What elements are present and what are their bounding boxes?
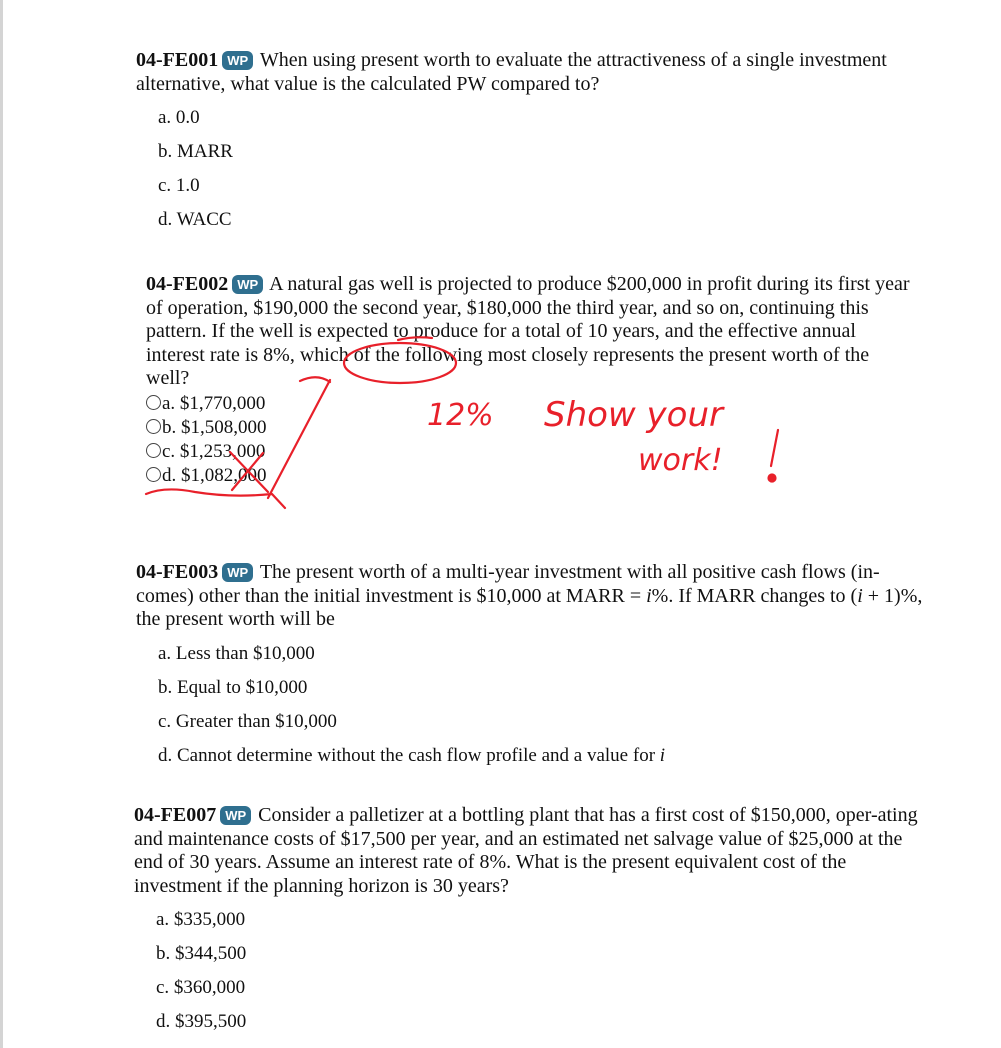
question-text: Consider a palletizer at a bottling plant that has a first cost of $150,000, oper-ating and maintenance costs of $17,500 per year, and an estimated net salvage value of $25,000 at the end of 30 years. Assume an interest rate of 8%. What is the present equivalent cost of the investment if the planning horizon is 30 years? [134,804,918,897]
variable-i: i [646,584,652,607]
question-text-part3: + 1)%, the present worth will be [136,584,923,630]
variable-i: i [659,744,666,766]
question-stem [136,561,936,632]
wp-badge[interactable]: WP [220,806,251,825]
choice-label: c. $1,253,000 [162,440,266,462]
choice-d[interactable] [146,464,916,488]
choice-c[interactable]: c. 1.0 [158,175,200,196]
variable-i: i [857,584,863,607]
choice-label: a. $1,770,000 [162,392,266,414]
question-stem [146,273,916,391]
choice-label: d. Cannot determine without the cash flow profile and a value for [158,744,660,766]
choice-a[interactable]: a. 0.0 [158,107,200,128]
choice-label: b. $1,508,000 [162,416,267,438]
choice-d[interactable]: d. $395,500 [156,1011,247,1032]
answer-choices [158,642,936,778]
question-text: When using present worth to evaluate the attractiveness of a single investment alternative, what value is the calculated PW compared to? [136,49,887,95]
choice-b[interactable]: b. Equal to $10,000 [158,676,308,698]
wp-badge[interactable]: WP [222,563,253,582]
question-text-part2: %. If MARR changes to ( [651,584,858,607]
problem-04-fe003 [136,561,936,778]
choice-c[interactable] [146,440,916,464]
choice-c[interactable]: c. $360,000 [156,977,246,998]
wp-badge[interactable]: WP [222,51,253,70]
problem-id: 04-FE003 [136,561,219,583]
choice-d[interactable] [158,744,936,778]
radio-button[interactable] [146,467,161,482]
choice-b[interactable]: b. $344,500 [156,943,247,964]
question-stem [134,804,934,898]
wp-badge[interactable]: WP [232,275,263,294]
choice-a[interactable]: a. $335,000 [156,909,246,930]
rate-note: 12% [427,398,494,433]
radio-button[interactable] [146,443,161,458]
problem-04-fe007 [134,804,934,1044]
problem-id: 04-FE001 [136,49,219,71]
choice-d[interactable]: d. WACC [158,209,232,230]
answer-choices [146,392,916,488]
choice-a[interactable]: a. Less than $10,000 [158,642,315,664]
problem-id: 04-FE007 [134,804,217,826]
radio-button[interactable] [146,395,161,410]
choices-underline [146,489,285,508]
choice-label: d. $1,082,000 [162,464,267,486]
choice-a[interactable] [146,392,916,416]
problem-04-fe001 [136,49,936,242]
choice-b[interactable]: b. MARR [158,141,233,162]
question-stem [136,49,936,96]
question-text: A natural gas well is projected to produce $200,000 in profit during its first year of operation, $190,000 the second year, $180,000 the third year, and so on, continuing this pattern. If the well is expected to produce for a total of 10 years, and the effective annual interest rate is 8%, which of the following most closely represents the present worth of the well? [146,273,910,389]
answer-choices [158,106,936,242]
question-text-part1: The present worth of a multi-year investment with all positive cash flows (in-comes) other than the initial investment is $10,000 at MARR = [136,561,880,607]
problem-04-fe002 [146,273,916,488]
page-left-edge [0,0,3,1048]
choice-b[interactable] [146,416,916,440]
instruction-line1: Show your [544,395,723,435]
answer-choices [156,908,934,1044]
instruction-line2: work! [638,443,723,478]
radio-button[interactable] [146,419,161,434]
problem-id: 04-FE002 [146,273,229,295]
choice-c[interactable]: c. Greater than $10,000 [158,710,337,732]
